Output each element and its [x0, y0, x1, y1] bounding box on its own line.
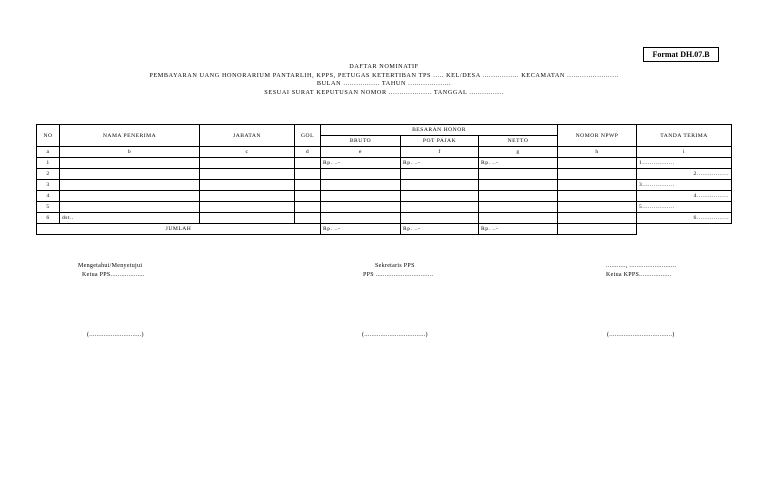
heading-period: BULAN ................. TAHUN .................... — [316, 80, 452, 87]
row-jabatan-cell — [200, 191, 295, 202]
sig-right-name: (...................................) — [607, 332, 675, 338]
row-ttd-cell: 5................. — [637, 202, 732, 213]
row-jabatan-cell — [200, 180, 295, 191]
heading-subtitle: PEMBAYARAN UANG HONORARIUM PANTARLIH, KPPS, PETUGAS KETERTIBAN TPS ..... KEL/DESA ................. KECAMATAN ........................ — [149, 71, 619, 79]
row-jabatan-cell — [200, 213, 295, 224]
letter-cell: c — [200, 147, 295, 158]
signature-middle — [363, 262, 433, 280]
col-header-jabatan: JABATAN — [200, 125, 295, 147]
row-pot-cell — [401, 202, 479, 213]
sig-right-date: ..........., .......................... — [606, 263, 677, 269]
row-ttd-cell: 4................. — [637, 191, 732, 202]
signature-left — [78, 262, 145, 280]
row-npwp-cell — [558, 202, 637, 213]
total-blank — [637, 224, 732, 235]
header-row-1 — [37, 125, 732, 136]
signature-right — [606, 262, 676, 280]
letter-cell: d — [295, 147, 321, 158]
col-header-pot: POT PAJAK — [401, 136, 479, 147]
total-npwp — [558, 224, 637, 235]
row-no-cell: 2 — [37, 169, 60, 180]
row-netto-cell — [479, 180, 558, 191]
row-gol-cell — [295, 191, 321, 202]
col-header-nama: NAMA PENERIMA — [60, 125, 200, 147]
row-gol-cell — [295, 202, 321, 213]
sig-left-name: (.............................) — [87, 332, 144, 338]
table-row — [37, 202, 732, 213]
row-netto-cell — [479, 213, 558, 224]
row-netto-cell — [479, 191, 558, 202]
row-jabatan-cell — [200, 158, 295, 169]
letter-cell: a — [37, 147, 60, 158]
row-gol-cell — [295, 158, 321, 169]
letter-cell: h — [558, 147, 637, 158]
col-header-gol: GOL — [295, 125, 321, 147]
sig-middle-name: (..................................) — [362, 332, 428, 338]
heading-decree: SESUAI SURAT KEPUTUSAN NOMOR .................... TANGGAL ................ — [264, 88, 504, 96]
row-npwp-cell — [558, 158, 637, 169]
sig-left-title: Ketua PPS................... — [82, 272, 145, 278]
nominative-table — [36, 124, 732, 235]
row-nama-cell — [60, 180, 200, 191]
letter-cell: g — [479, 147, 558, 158]
sig-middle-role: Sekretaris PPS — [375, 263, 415, 269]
row-nama-cell — [60, 158, 200, 169]
row-gol-cell — [295, 169, 321, 180]
row-pot-cell — [401, 169, 479, 180]
row-pot-cell: Rp. ..- — [401, 158, 479, 169]
row-bruto-cell: Rp. ..- — [321, 158, 401, 169]
row-ttd-cell: 3................. — [637, 180, 732, 191]
col-header-no: NO — [37, 125, 60, 147]
row-no-cell: 3 — [37, 180, 60, 191]
col-header-bruto: BRUTO — [321, 136, 401, 147]
table-row — [37, 191, 732, 202]
col-header-netto: NETTO — [479, 136, 558, 147]
row-netto-cell: Rp. ..- — [479, 158, 558, 169]
row-nama-cell — [60, 169, 200, 180]
row-jabatan-cell — [200, 169, 295, 180]
row-pot-cell — [401, 191, 479, 202]
row-gol-cell — [295, 213, 321, 224]
col-header-besaran: BESARAN HONOR — [321, 125, 558, 136]
row-npwp-cell — [558, 191, 637, 202]
document-heading — [0, 63, 768, 97]
format-code-box: Format DH.07.B — [643, 47, 719, 62]
row-nama-cell — [60, 202, 200, 213]
row-npwp-cell — [558, 180, 637, 191]
row-bruto-cell — [321, 213, 401, 224]
row-nama-cell — [60, 191, 200, 202]
col-header-ttd: TANDA TERIMA — [637, 125, 732, 147]
row-bruto-cell — [321, 180, 401, 191]
letter-cell: i — [637, 147, 732, 158]
row-no-cell: 1 — [37, 158, 60, 169]
total-row — [37, 224, 732, 235]
table-row — [37, 213, 732, 224]
letter-cell: b — [60, 147, 200, 158]
row-npwp-cell — [558, 169, 637, 180]
row-bruto-cell — [321, 191, 401, 202]
row-ttd-cell: 1................. — [637, 158, 732, 169]
letter-cell: f — [401, 147, 479, 158]
row-nama-cell: dst.. — [60, 213, 200, 224]
row-bruto-cell — [321, 202, 401, 213]
heading-title: DAFTAR NOMINATIF — [349, 63, 419, 70]
row-ttd-cell: 6................. — [637, 213, 732, 224]
row-bruto-cell — [321, 169, 401, 180]
table-row — [37, 169, 732, 180]
sig-right-title: Ketua KPPS.................. — [606, 272, 672, 278]
row-no-cell: 6 — [37, 213, 60, 224]
row-pot-cell — [401, 180, 479, 191]
letter-cell: e — [321, 147, 401, 158]
row-jabatan-cell — [200, 202, 295, 213]
row-npwp-cell — [558, 213, 637, 224]
table-row — [37, 180, 732, 191]
row-netto-cell — [479, 169, 558, 180]
table-row — [37, 158, 732, 169]
row-pot-cell — [401, 213, 479, 224]
row-no-cell: 5 — [37, 202, 60, 213]
row-netto-cell — [479, 202, 558, 213]
total-netto: Rp. ..- — [479, 224, 558, 235]
sig-left-role: Mengetahui/Menyetujui — [78, 263, 143, 269]
row-ttd-cell: 2................. — [637, 169, 732, 180]
row-no-cell: 4 — [37, 191, 60, 202]
letter-row — [37, 147, 732, 158]
total-bruto: Rp. ..- — [321, 224, 401, 235]
sig-middle-title: PPS ................................ — [363, 272, 434, 278]
row-gol-cell — [295, 180, 321, 191]
total-label: JUMLAH — [37, 224, 321, 235]
total-pot: Rp. ..- — [401, 224, 479, 235]
col-header-npwp: NOMOR NPWP — [558, 125, 637, 147]
